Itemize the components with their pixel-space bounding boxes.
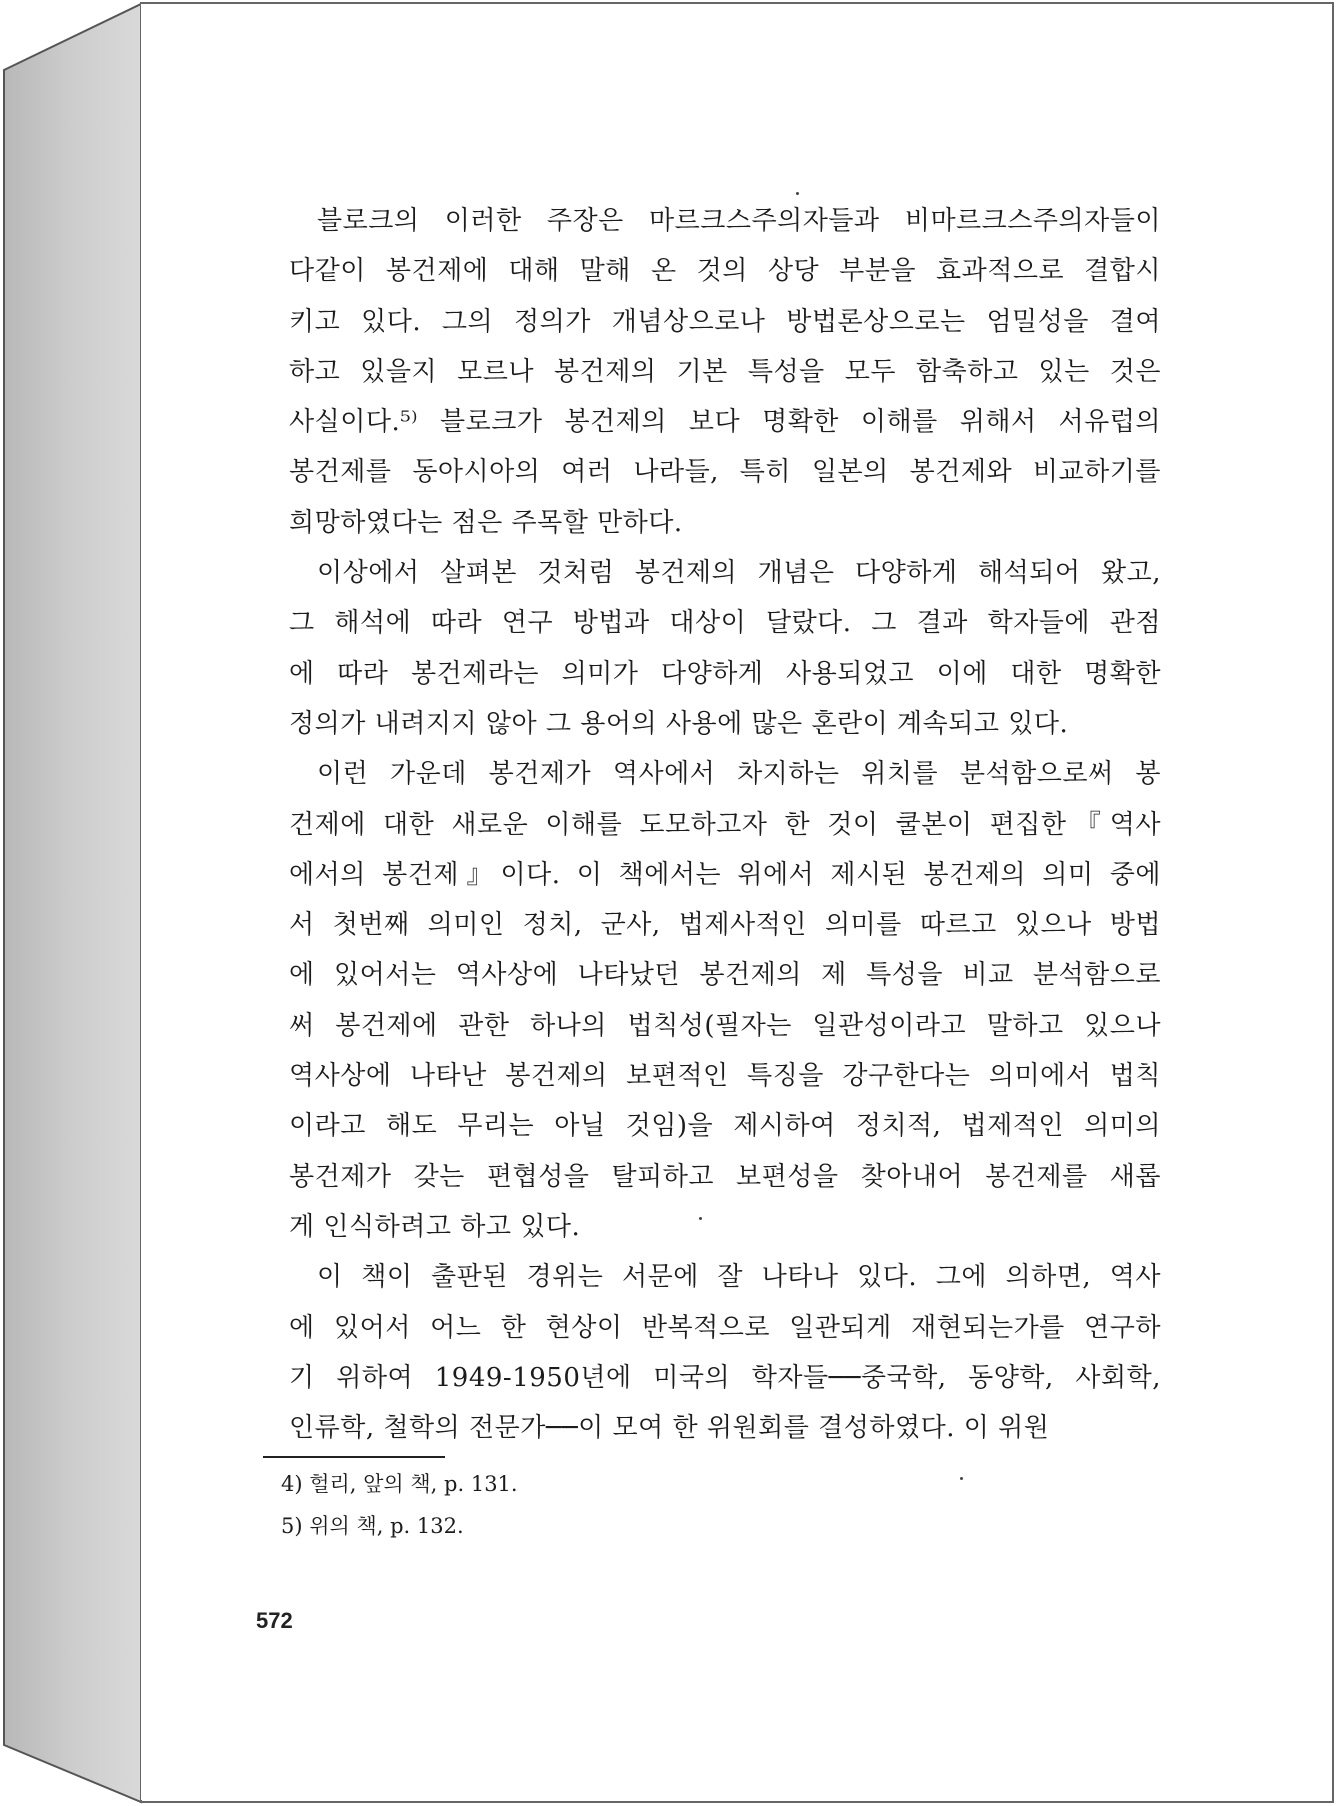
text-line: 서 첫번째 의미인 정치, 군사, 법제사적인 의미를 따르고 있으나 방법 (289, 910, 1161, 941)
paragraph (263, 749, 1161, 1252)
text-line: 사실이다.⁵⁾ 블로크가 봉건제의 보다 명확한 이해를 위해서 서유럽의 (289, 407, 1161, 438)
text-line: 써 봉건제에 관한 하나의 법칙성(필자는 일관성이라고 말하고 있으나 (289, 1010, 1161, 1041)
text-line: 인류학, 철학의 전문가──이 모여 한 위원회를 결성하였다. 이 위원 (289, 1413, 1050, 1444)
text-line: 에 따라 봉건제라는 의미가 다양하게 사용되었고 이에 대한 명확한 (289, 658, 1161, 689)
text-line: 역사상에 나타난 봉건제의 보편적인 특징을 강구한다는 의미에서 법칙 (289, 1061, 1161, 1092)
text-line: 봉건제를 동아시아의 여러 나라들, 특히 일본의 봉건제와 비교하기를 (289, 457, 1161, 488)
text-line: 이라고 해도 무리는 아닐 것임)을 제시하여 정치적, 법제적인 의미의 (289, 1111, 1161, 1142)
footnote-rule (263, 1456, 445, 1458)
footnote-5: 5) 위의 책, p. 132. (281, 1514, 464, 1538)
text-line: 다같이 봉건제에 대해 말해 온 것의 상당 부분을 효과적으로 결합시 (289, 256, 1161, 287)
footnote-4: 4) 헐리, 앞의 책, p. 131. (281, 1472, 518, 1496)
footnotes (281, 1463, 781, 1547)
paragraph (263, 1252, 1161, 1453)
text-line: 하고 있을지 모르나 봉건제의 기본 특성을 모두 함축하고 있는 것은 (289, 356, 1161, 387)
text-line: 게 인식하려고 하고 있다. (289, 1211, 581, 1242)
scan-speck (960, 1477, 963, 1480)
page-number: 572 (256, 1608, 293, 1633)
text-line: 에서의 봉건제』이다. 이 책에서는 위에서 제시된 봉건제의 의미 중에 (289, 859, 1161, 890)
text-line: 희망하였다는 점은 주목할 만하다. (289, 507, 683, 538)
text-line: 에 있어서 어느 한 현상이 반복적으로 일관되게 재현되는가를 연구하 (289, 1312, 1161, 1343)
text-line: 키고 있다. 그의 정의가 개념상으로나 방법론상으로는 엄밀성을 결여 (289, 306, 1161, 337)
text-line: 정의가 내려지지 않아 그 용어의 사용에 많은 혼란이 계속되고 있다. (289, 708, 1069, 739)
text-line: 그 해석에 따라 연구 방법과 대상이 달랐다. 그 결과 학자들에 관점 (289, 608, 1161, 639)
paragraph (263, 196, 1161, 548)
text-line: 봉건제가 갖는 편협성을 탈피하고 보편성을 찾아내어 봉건제를 새롭 (289, 1161, 1161, 1192)
text-line: 건제에 대한 새로운 이해를 도모하고자 한 것이 쿨본이 편집한『역사 (289, 809, 1161, 840)
text-line: 이상에서 살펴본 것처럼 봉건제의 개념은 다양하게 해석되어 왔고, (317, 558, 1161, 589)
scan-speck (699, 1217, 702, 1220)
text-line: 이런 가운데 봉건제가 역사에서 차지하는 위치를 분석함으로써 봉 (317, 759, 1161, 790)
text-line: 이 책이 출판된 경위는 서문에 잘 나타나 있다. 그에 의하면, 역사 (317, 1262, 1161, 1293)
text-line: 에 있어서는 역사상에 나타났던 봉건제의 제 특성을 비교 분석함으로 (289, 960, 1161, 991)
scan-speck (796, 192, 799, 195)
paragraph (263, 548, 1161, 749)
body-text (263, 196, 1161, 1453)
text-line: 블로크의 이러한 주장은 마르크스주의자들과 비마르크스주의자들이 (317, 206, 1161, 236)
text-line: 기 위하여 1949-1950년에 미국의 학자들──중국학, 동양학, 사회학, (289, 1362, 1161, 1393)
